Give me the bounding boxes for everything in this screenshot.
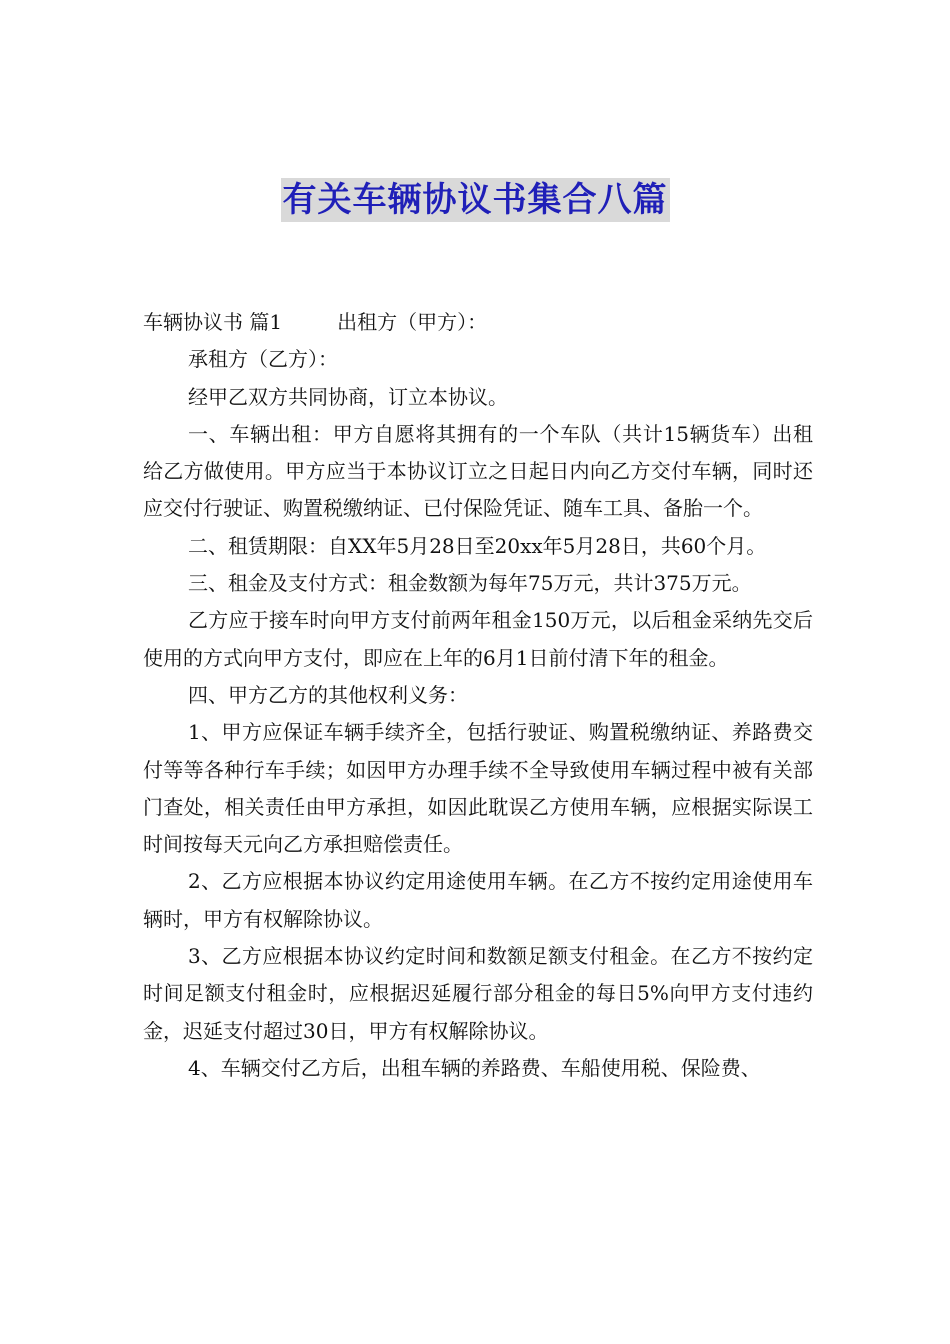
paragraph: 2、乙方应根据本协议约定用途使用车辆。在乙方不按约定用途使用车辆时，甲方有权解除协议。 bbox=[143, 869, 813, 931]
party-a-label: 出租方（甲方）： bbox=[337, 310, 488, 334]
paragraph: 承租方（乙方）： bbox=[188, 347, 338, 372]
section-heading: 车辆协议书 篇1 bbox=[143, 310, 283, 334]
paragraph: 3、乙方应根据本协议约定时间和数额足额支付租金。在乙方不按约定时间足额支付租金时，应根据迟延履行部分租金的每日5%向甲方支付违约金，迟延支付超过30日，甲方有权解除协议。 bbox=[143, 944, 813, 1043]
paragraph: 乙方应于接车时向甲方支付前两年租金150万元，以后租金采纳先交后使用的方式向甲方支付，即应在上年的6月1日前付清下年的租金。 bbox=[143, 608, 813, 670]
paragraph: 经甲乙双方共同协商，订立本协议。 bbox=[188, 384, 508, 409]
paragraph: 四、甲方乙方的其他权利义务： bbox=[188, 682, 468, 707]
paragraph: 1、甲方应保证车辆手续齐全，包括行驶证、购置税缴纳证、养路费交付等等各种行车手续；如因甲方办理手续不全导致使用车辆过程中被有关部门查处，相关责任由甲方承担，如因此耽误乙方使用车辆，应根据实际误工时间按每天元向乙方承担赔偿责任。 bbox=[143, 720, 813, 857]
document-body bbox=[143, 304, 813, 1087]
paragraph: 4、车辆交付乙方后，出租车辆的养路费、车船使用税、保险费、 bbox=[188, 1055, 761, 1080]
paragraph: 二、租赁期限：自XX年5月28日至20xx年5月28日，共60个月。 bbox=[188, 533, 767, 558]
paragraph: 三、租金及支付方式：租金数额为每年75万元，共计375万元。 bbox=[188, 571, 752, 596]
first-line bbox=[143, 304, 813, 341]
paragraph: 一、车辆出租：甲方自愿将其拥有的一个车队（共计15辆货车）出租给乙方做使用。甲方应当于本协议订立之日起日内向乙方交付车辆，同时还应交付行驶证、购置税缴纳证、已付保险凭证、随车工具、备胎一个。 bbox=[143, 421, 813, 521]
document-title: 有关车辆协议书集合八篇 bbox=[282, 180, 668, 220]
title-block bbox=[0, 178, 950, 222]
